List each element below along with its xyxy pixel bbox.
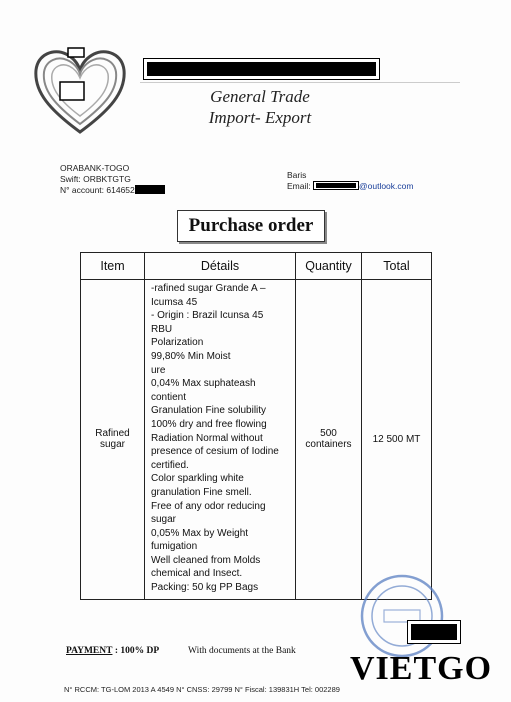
detail-line: Polarization — [151, 337, 204, 349]
detail-line: fumigation — [151, 541, 198, 553]
detail-line: Well cleaned from Molds — [151, 554, 261, 566]
purchase-order-table — [80, 252, 432, 600]
detail-line: Radiation Normal without — [151, 432, 263, 444]
table-row — [81, 280, 432, 600]
detail-line: granulation Fine smell. — [151, 486, 252, 498]
email-domain[interactable]: @outlook.com — [359, 181, 414, 191]
item-cell: Rafined sugar — [81, 280, 145, 600]
details-cell — [145, 280, 296, 600]
detail-line: chemical and Insect. — [151, 568, 243, 580]
detail-line: - Origin : Brazil Icunsa 45 — [151, 310, 264, 322]
contact-info — [287, 170, 413, 192]
detail-line: Color sparkling white — [151, 473, 244, 485]
table-header-row — [81, 253, 432, 280]
detail-line: 0,05% Max by Weight — [151, 527, 249, 539]
detail-line: Icumsa 45 — [151, 296, 198, 308]
payment-docs: With documents at the Bank — [188, 646, 296, 656]
heart-logo-icon — [30, 40, 130, 140]
detail-line: contient — [151, 391, 187, 403]
contact-email: Email: @outlook.com — [287, 181, 414, 191]
watermark-text: VIETGO — [350, 650, 493, 687]
document-title: Purchase order — [188, 215, 314, 236]
redacted-header-bar — [143, 58, 380, 80]
detail-line: presence of cesium of Iodine — [151, 446, 279, 458]
company-stamp-icon — [358, 572, 446, 660]
quantity-cell: 500 containers — [296, 280, 362, 600]
header-details: Détails — [145, 253, 296, 280]
bank-swift: Swift: ORBKTGTG — [60, 174, 131, 184]
total-cell: 12 500 MT — [362, 280, 432, 600]
header-quantity: Quantity — [296, 253, 362, 280]
registration-footer: N° RCCM: TG-LOM 2013 A 4549 N° CNSS: 29799 N° Fiscal: 139831H Tel: 002289 — [64, 685, 340, 694]
detail-line: sugar — [151, 514, 177, 526]
payment-label: PAYMENT — [66, 646, 113, 656]
contact-name: Baris — [287, 170, 307, 180]
detail-line: certified. — [151, 459, 189, 471]
detail-line: 100% dry and free flowing — [151, 418, 267, 430]
redacted-email — [313, 181, 359, 190]
detail-line: RBU — [151, 323, 173, 335]
company-name — [180, 86, 340, 128]
detail-line: -rafined sugar Grande A – — [151, 283, 266, 294]
detail-line: Free of any odor reducing — [151, 500, 266, 512]
company-line-1: General Trade — [210, 87, 310, 106]
detail-line: 99,80% Min Moist — [151, 350, 231, 362]
bank-account: N° account: 614652 — [60, 185, 165, 196]
detail-line: 0,04% Max suphateash — [151, 378, 256, 390]
detail-line: Packing: 50 kg PP Bags — [151, 582, 259, 594]
header-item: Item — [81, 253, 145, 280]
bank-name: ORABANK-TOGO — [60, 163, 130, 173]
company-line-2: Import- Export — [208, 108, 312, 127]
detail-line: ure — [151, 364, 166, 376]
header-total: Total — [362, 253, 432, 280]
bank-info — [60, 163, 165, 196]
header-rule — [140, 82, 460, 83]
payment-value: : 100% DP — [114, 646, 160, 656]
redacted-account — [135, 185, 165, 194]
document-title-box — [177, 210, 325, 242]
redacted-signature — [407, 620, 461, 644]
payment-terms — [66, 646, 296, 656]
detail-line: Granulation Fine solubility — [151, 405, 267, 417]
